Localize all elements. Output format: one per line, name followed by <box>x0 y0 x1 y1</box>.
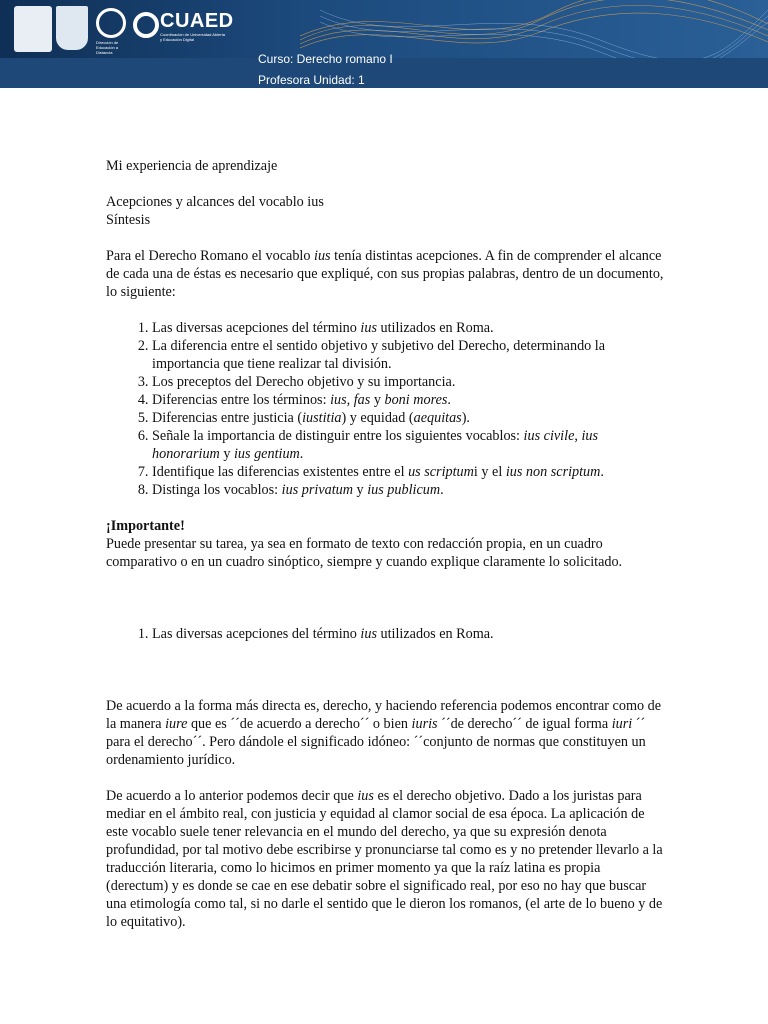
doc-subtitle-2: Síntesis <box>106 212 151 228</box>
doc-title: Mi experiencia de aprendizaje <box>106 158 278 174</box>
list-item: 7. Identifique las diferencias existentes entre el us scriptumi y el ius non scriptum. <box>152 463 666 481</box>
course-line: Curso: Derecho romano I <box>258 52 393 66</box>
list-item: 3. Los preceptos del Derecho objetivo y su importancia. <box>152 373 666 391</box>
section-heading-list <box>106 625 666 643</box>
shield-icon <box>56 6 88 50</box>
cuaed-logo-text: CUAED <box>160 10 234 32</box>
document-body <box>106 157 666 931</box>
teacher-line: Profesora Unidad: 1 <box>258 73 365 87</box>
important-text: Puede presentar su tarea, ya sea en formato de texto con redacción propia, en un cuadro comparativo o en un cuadro sinóptico, siempre y cuando explique claramente lo solicitado. <box>106 536 623 570</box>
list-item: 1. Las diversas acepciones del término ius utilizados en Roma. <box>152 319 666 337</box>
doc-subtitle: Acepciones y alcances del vocablo ius <box>106 194 324 210</box>
list-item: 1. Las diversas acepciones del término ius utilizados en Roma. <box>152 625 666 643</box>
course-info <box>258 49 393 88</box>
body-paragraph-1: De acuerdo a la forma más directa es, derecho, y haciendo referencia podemos encontrar como de la manera iure que es ´´de acuerdo a derecho´´ o bien iuris ´´de derecho´´ de igual forma iuri ´´ para el derecho´´. Pero dándole el significado idóneo: ´´conjunto de normas que constituyen un ordenamiento jurídico. <box>106 698 662 768</box>
cuaed-logo-subtitle: Coordinación de Universidad Abierta y Educación Digital <box>160 32 225 42</box>
list-item: 2. La diferencia entre el sentido objetivo y subjetivo del Derecho, determinando la importancia que tiene realizar tal división. <box>152 337 666 373</box>
list-item: 5. Diferencias entre justicia (iustitia) y equidad (aequitas). <box>152 409 666 427</box>
task-list <box>106 319 666 499</box>
header-banner <box>0 0 768 88</box>
intro-paragraph: Para el Derecho Romano el vocablo ius tenía distintas acepciones. A fin de comprender el alcance de cada una de éstas es necesario que expliqué, con sus propias palabras, dentro de un documento, lo siguiente: <box>106 248 664 300</box>
ded-logo-icon <box>96 8 126 38</box>
body-paragraph-2: De acuerdo a lo anterior podemos decir que ius es el derecho objetivo. Dado a los juristas para mediar en el ámbito real, con justicia y equidad al clamor social de esa época. La aplicación de este vocablo suele tener relevancia en el mundo del derecho, ya que su expresión denota profundidad, por tal motivo debe escribirse y pronunciarse tal como es y no pretender llevarlo a la traducción literaria, como lo hicimos en primer momento ya que la raíz latina es propia (derectum) y es donde se cae en ese debatir sobre el significado real, por eso no hay que buscar una etimología como tal, si no darle el sentido que le dieron los romanos, (el arte de lo bueno y de lo equitativo). <box>106 788 663 930</box>
list-item: 6. Señale la importancia de distinguir entre los siguientes vocablos: ius civile, ius honorarium y ius gentium. <box>152 427 666 463</box>
list-item: 4. Diferencias entre los términos: ius, fas y boni mores. <box>152 391 666 409</box>
cuaed-ring-icon <box>133 12 159 38</box>
ded-logo-text: Dirección de Educación a Distancia <box>96 40 119 55</box>
list-item: 8. Distinga los vocablos: ius privatum y ius publicum. <box>152 481 666 499</box>
unam-crest-icon <box>14 6 52 52</box>
important-label: ¡Importante! <box>106 518 185 534</box>
